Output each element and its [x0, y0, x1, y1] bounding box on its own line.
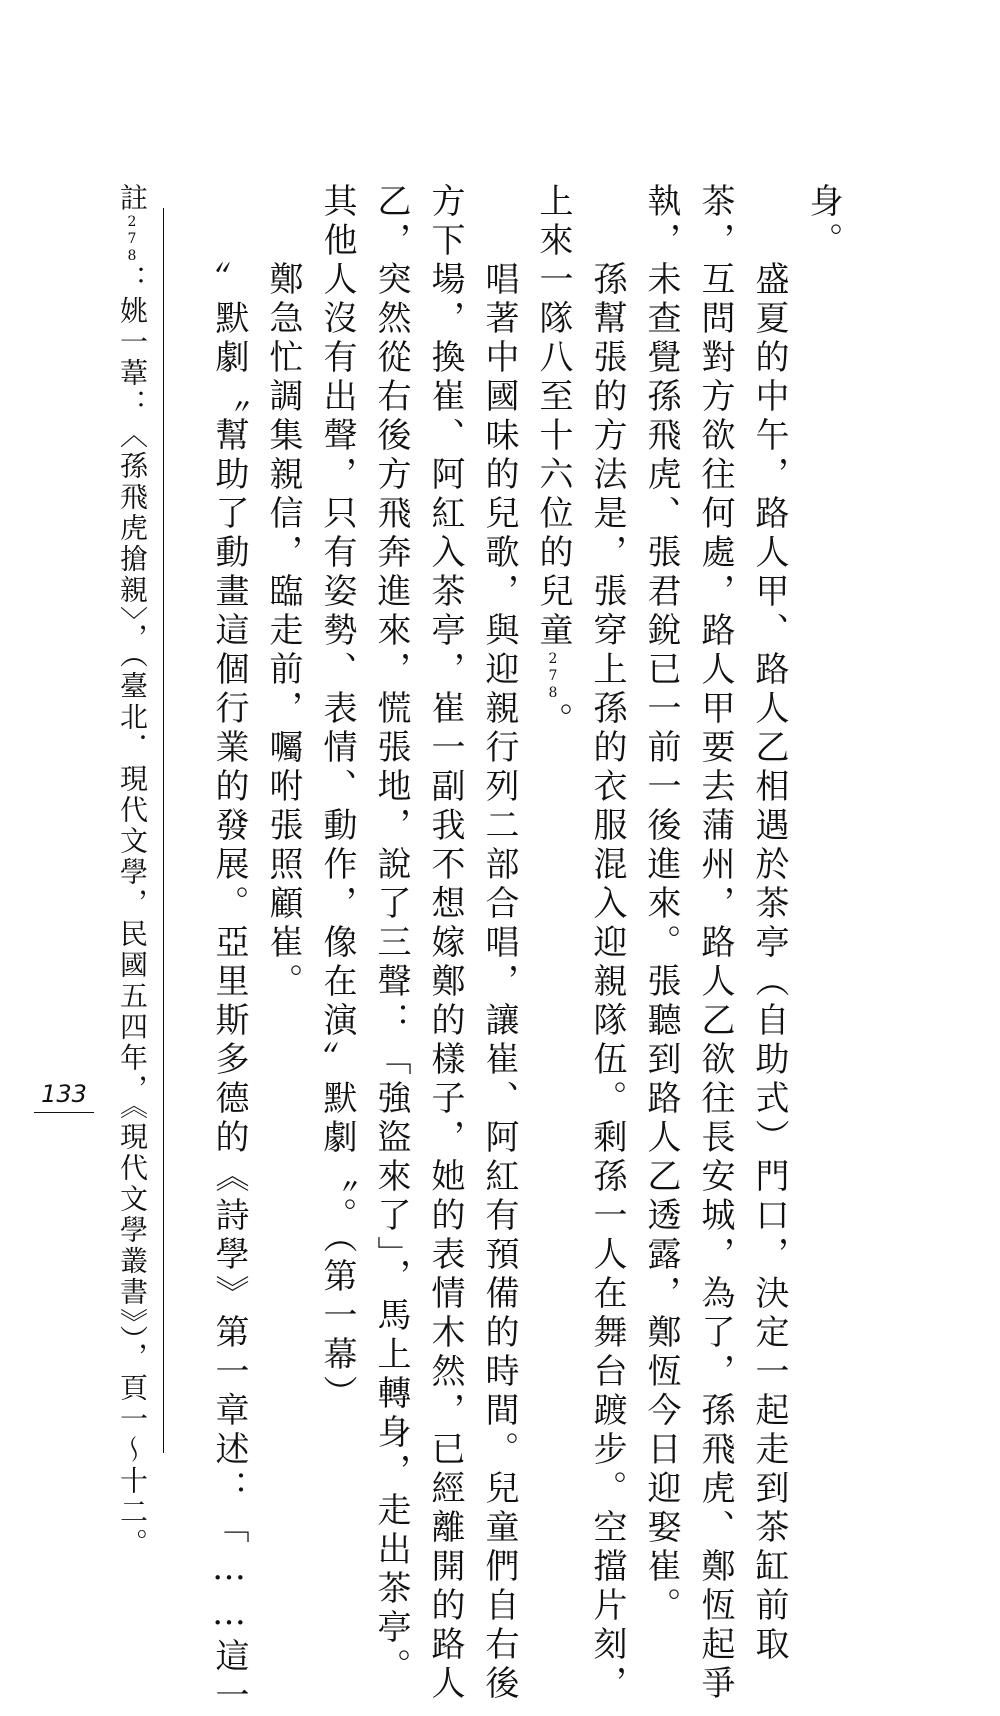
text-column-6 [533, 183, 573, 741]
text-column-6-body: 上來一隊八至十六位的兒童 [533, 183, 573, 651]
page-number-rule [34, 1112, 94, 1113]
footnote-text: ：姚一葦：〈孫飛虎搶親〉，（臺北．現代文學，民國五四年，《現代文學叢書》），頁一～十二。 [116, 265, 149, 1559]
text-column-1: 身。 [803, 183, 843, 261]
text-column-9: 乙，突然從右後方飛奔進來，慌張地，說了三聲：「強盜來了」，馬上轉身，走出茶亭。 [371, 183, 411, 1687]
text-column-8: 方下場，換崔、阿紅入茶亭，崔一副我不想嫁鄭的樣子，她的表情木然，已經離開的路人 [425, 183, 465, 1704]
text-column-2: 盛夏的中午，路人甲、路人乙相遇於茶亭（自助式）門口，決定一起走到茶缸前取 [749, 183, 789, 1665]
footnote-number: 278 [124, 214, 140, 265]
text-column-7: 唱著中國味的兒歌，與迎親行列二部合唱，讓崔、阿紅有預備的時間。兒童們自右後 [479, 183, 519, 1704]
text-column-10: 其他人沒有出聲，只有姿勢、表情、動作，像在演〞默劇〝。（第一幕） [317, 183, 357, 1414]
text-column-3: 茶，互問對方欲往何處，路人甲要去蒲州，路人乙欲往長安城，為了，孫飛虎、鄭恆起爭 [695, 183, 735, 1704]
text-column-12: 〞默劇〝幫助了動畫這個行業的發展。亞里斯多德的《詩學》第一章述：「……這一 [209, 183, 249, 1716]
text-column-4: 執，未查覺孫飛虎、張君銳已一前一後進來。張聽到路人乙透露，鄭恆今日迎娶崔。 [641, 183, 681, 1626]
text-column-11: 鄭急忙調集親信，臨走前，囑咐張照顧崔。 [263, 183, 303, 1002]
footnote-ref-278[interactable]: 278 [545, 651, 561, 702]
text-column-5: 孫幫張的方法是，張穿上孫的衣服混入迎親隊伍。剩孫一人在舞台踱步。空擋片刻， [587, 183, 627, 1704]
page-number: 133 [41, 1080, 87, 1108]
footnote-divider [163, 208, 164, 1453]
text-column-6-tail: 。 [533, 702, 573, 741]
footnote-278 [116, 183, 149, 1559]
footnote-label: 註 [116, 183, 149, 214]
